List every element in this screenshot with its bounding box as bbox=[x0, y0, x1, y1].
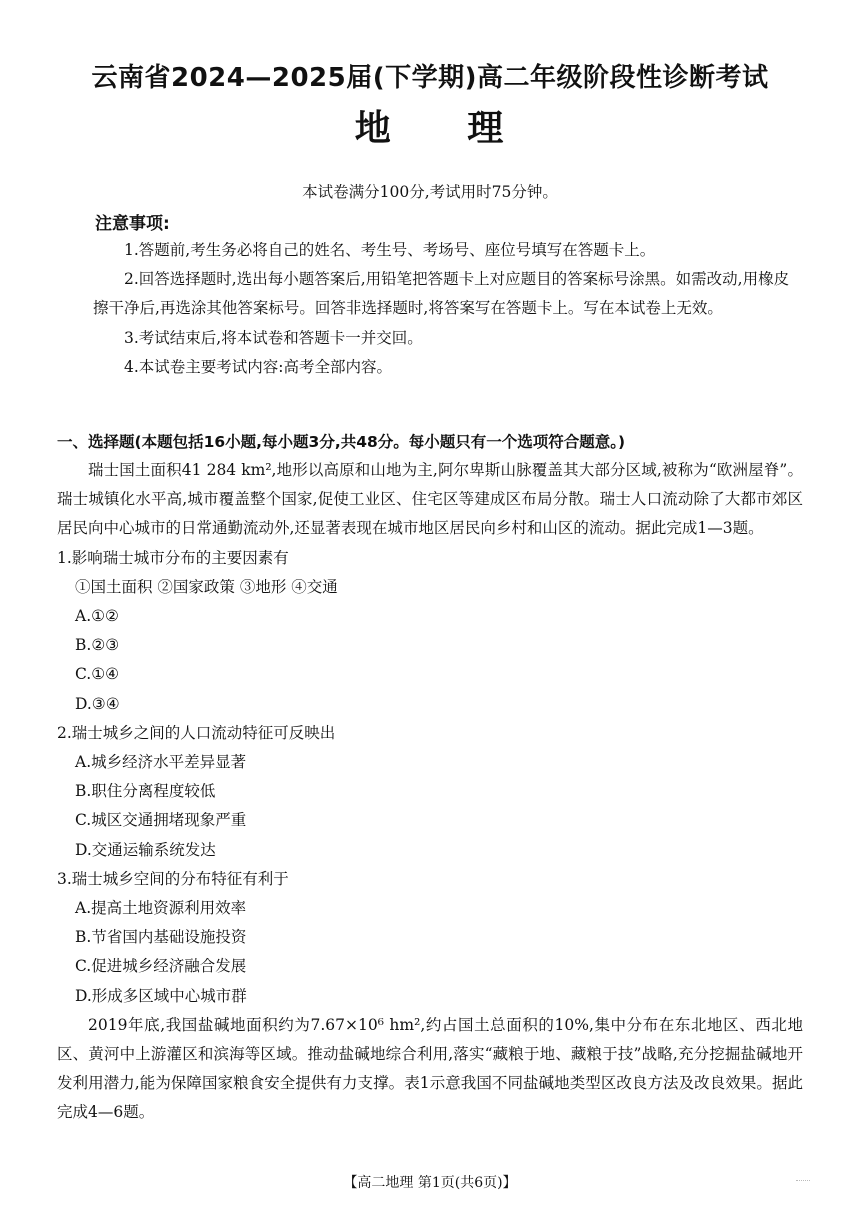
notice-item: 1.答题前,考生务必将自己的姓名、考生号、考场号、座位号填写在答题卡上。 bbox=[124, 241, 656, 259]
notice-heading: 注意事项: bbox=[95, 214, 170, 234]
page-footer: 【高二地理 第1页(共6页)】 bbox=[343, 1175, 517, 1191]
question-1-option-b: B.②③ bbox=[75, 636, 120, 655]
question-1-stem: 1.影响瑞士城市分布的主要因素有 bbox=[57, 548, 289, 567]
question-1-items: ①国土面积 ②国家政策 ③地形 ④交通 bbox=[75, 577, 338, 596]
notice-item: 4.本试卷主要考试内容:高考全部内容。 bbox=[124, 357, 393, 376]
section-heading: 一、选择题(本题包括16小题,每小题3分,共48分。每小题只有一个选项符合题意。) bbox=[57, 433, 626, 451]
exam-info: 本试卷满分100分,考试用时75分钟。 bbox=[302, 183, 558, 201]
question-2-option-c: C.城区交通拥堵现象严重 bbox=[75, 811, 247, 830]
question-1-option-a: A.①② bbox=[75, 607, 119, 626]
question-3-option-b: B.节省国内基础设施投资 bbox=[75, 928, 247, 947]
question-2-option-a: A.城乡经济水平差异显著 bbox=[75, 753, 247, 772]
scan-mark bbox=[796, 1180, 810, 1183]
question-3-option-c: C.促进城乡经济融合发展 bbox=[75, 957, 247, 976]
notice-list bbox=[93, 236, 793, 382]
subject-title: 地 理 bbox=[354, 108, 506, 149]
passage-switzerland: 瑞士国土面积41 284 km²,地形以高原和山地为主,阿尔卑斯山脉覆盖其大部分区域,被称为“欧洲屋脊”。瑞士城镇化水平高,城市覆盖整个国家,促使工业区、住宅区等建成区布局分散。瑞士人口流动除了大都市郊区居民向中心城市的日常通勤流动外,还显著表现在城市地区居民向乡村和山区的流动。据此完成1—3题。 bbox=[57, 461, 803, 538]
question-2-stem: 2.瑞士城乡之间的人口流动特征可反映出 bbox=[57, 723, 336, 742]
question-1-option-c: C.①④ bbox=[75, 665, 120, 684]
question-1-option-d: D.③④ bbox=[75, 694, 120, 713]
exam-title: 云南省2024—2025届(下学期)高二年级阶段性诊断考试 bbox=[91, 63, 769, 93]
question-3-option-d: D.形成多区域中心城市群 bbox=[75, 986, 247, 1005]
notice-item: 3.考试结束后,将本试卷和答题卡一并交回。 bbox=[124, 328, 423, 347]
notice-item: 2.回答选择题时,选出每小题答案后,用铅笔把答题卡上对应题目的答案标号涂黑。如需改动,用橡皮擦干净后,再选涂其他答案标号。回答非选择题时,将答案写在答题卡上。写在本试卷上无效。 bbox=[93, 270, 790, 318]
question-3-stem: 3.瑞士城乡空间的分布特征有利于 bbox=[57, 869, 289, 888]
passage-saline-land: 2019年底,我国盐碱地面积约为7.67×10⁶ hm²,约占国土总面积的10%,集中分布在东北地区、西北地区、黄河中上游灌区和滨海等区域。推动盐碱地综合利用,落实“藏粮于地、藏粮于技”战略,充分挖掘盐碱地开发利用潜力,能为保障国家粮食安全提供有力支撑。表1示意我国不同盐碱地类型区改良方法及改良效果。据此完成4—6题。 bbox=[57, 1015, 803, 1122]
question-2-option-b: B.职住分离程度较低 bbox=[75, 782, 216, 801]
question-3-option-a: A.提高土地资源利用效率 bbox=[75, 899, 247, 918]
question-2-option-d: D.交通运输系统发达 bbox=[75, 840, 216, 859]
question-body bbox=[57, 456, 803, 1128]
